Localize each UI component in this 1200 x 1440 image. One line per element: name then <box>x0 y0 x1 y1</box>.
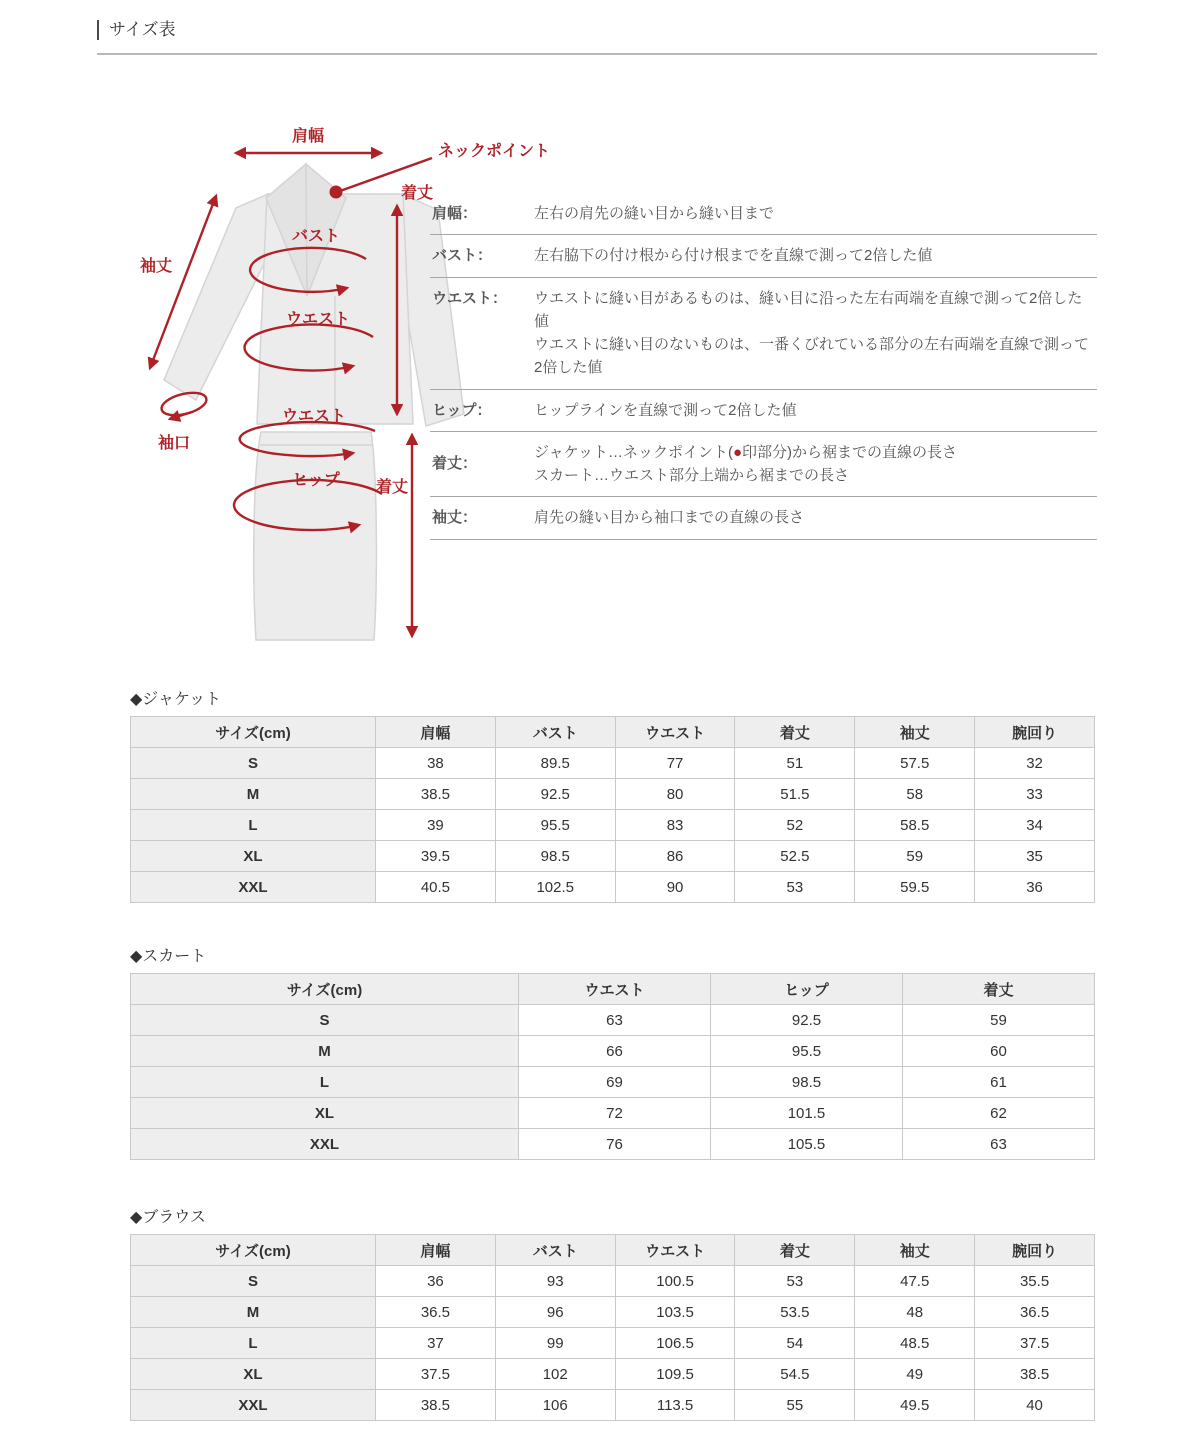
table-cell: 106.5 <box>615 1328 735 1359</box>
table-cell: 37 <box>376 1328 496 1359</box>
skirt-size-table <box>130 973 1095 1160</box>
table-cell: 54.5 <box>735 1359 855 1390</box>
table-cell: 52 <box>735 810 855 841</box>
guide-text: 左右の肩先の縫い目から縫い目まで <box>534 205 775 222</box>
table-cell: 63 <box>903 1129 1095 1160</box>
row-header: L <box>131 1328 376 1359</box>
row-header: M <box>131 779 376 810</box>
table-cell: 92.5 <box>495 779 615 810</box>
guide-label: ウエスト： <box>432 289 508 307</box>
table-cell: 106 <box>495 1390 615 1421</box>
table-cell: 38.5 <box>376 1390 496 1421</box>
table-row <box>131 841 1095 872</box>
column-header: サイズ(cm) <box>131 974 519 1005</box>
table-cell: 89.5 <box>495 748 615 779</box>
table-cell: 36.5 <box>975 1297 1095 1328</box>
measure-guide <box>430 193 1097 540</box>
guide-label: 袖丈： <box>432 509 478 527</box>
column-header: 着丈 <box>735 717 855 748</box>
table-cell: 52.5 <box>735 841 855 872</box>
table-cell: 35 <box>975 841 1095 872</box>
table-cell: 37.5 <box>376 1359 496 1390</box>
table-cell: 33 <box>975 779 1095 810</box>
column-header: サイズ(cm) <box>131 1235 376 1266</box>
table-cell: 90 <box>615 872 735 903</box>
table-cell: 109.5 <box>615 1359 735 1390</box>
table-cell: 38 <box>376 748 496 779</box>
table-cell: 63 <box>519 1005 711 1036</box>
table-cell: 32 <box>975 748 1095 779</box>
column-header: 袖丈 <box>855 717 975 748</box>
skirt-section-title: ◆スカート <box>130 948 207 965</box>
guide-row-bust <box>430 235 1097 277</box>
column-header: ウエスト <box>519 974 711 1005</box>
guide-line-part: ジャケット…ネックポイント( <box>534 443 733 461</box>
table-row <box>131 1297 1095 1328</box>
table-cell: 86 <box>615 841 735 872</box>
table-cell: 80 <box>615 779 735 810</box>
table-cell: 59.5 <box>855 872 975 903</box>
header-row <box>131 1235 1095 1266</box>
guide-label: 肩幅： <box>432 205 478 222</box>
skirt-waist-label: ウエスト <box>281 408 347 425</box>
table-row <box>131 810 1095 841</box>
hip-label: ヒップ <box>292 472 340 489</box>
table-row <box>131 1328 1095 1359</box>
guide-line <box>534 444 957 461</box>
jacket-size-table <box>130 716 1095 903</box>
guide-line-part: 印部分)から裾までの直線の長さ <box>742 443 958 461</box>
blouse-section-title: ◆ブラウス <box>130 1209 206 1226</box>
guide-text <box>534 441 1097 488</box>
neck-point-label: ネックポイント <box>438 143 551 160</box>
jacket-illustration <box>164 164 464 426</box>
table-row <box>131 1098 1095 1129</box>
table-cell: 96 <box>495 1297 615 1328</box>
table-cell: 48 <box>855 1297 975 1328</box>
table-row <box>131 1129 1095 1160</box>
jacket-section <box>130 686 1095 903</box>
table-row <box>131 1036 1095 1067</box>
page-title: サイズ表 <box>97 20 1097 40</box>
cuff-label: 袖口 <box>158 435 191 452</box>
column-header: 腕回り <box>975 1235 1095 1266</box>
row-header: L <box>131 1067 519 1098</box>
guide-row-shoulder <box>430 193 1097 235</box>
skirt-section <box>130 943 1095 1160</box>
guide-row-hip <box>430 390 1097 432</box>
table-cell: 69 <box>519 1067 711 1098</box>
table-cell: 36 <box>975 872 1095 903</box>
row-header: L <box>131 810 376 841</box>
table-cell: 38.5 <box>376 779 496 810</box>
table-cell: 54 <box>735 1328 855 1359</box>
table-cell: 48.5 <box>855 1328 975 1359</box>
table-cell: 53 <box>735 872 855 903</box>
neck-point-dot-inline: ● <box>732 443 743 461</box>
row-header: XL <box>131 841 376 872</box>
jacket-section-title: ◆ジャケット <box>130 691 222 708</box>
table-cell: 72 <box>519 1098 711 1129</box>
table-cell: 59 <box>903 1005 1095 1036</box>
table-row <box>131 1005 1095 1036</box>
row-header: XL <box>131 1359 376 1390</box>
column-header: バスト <box>495 717 615 748</box>
table-cell: 113.5 <box>615 1390 735 1421</box>
row-header: XXL <box>131 872 376 903</box>
guide-text: ヒップラインを直線で測って2倍した値 <box>534 401 797 419</box>
header-row <box>131 717 1095 748</box>
table-cell: 98.5 <box>495 841 615 872</box>
guide-row-waist <box>430 278 1097 390</box>
skirt-length-label: 着丈 <box>375 479 408 496</box>
blouse-size-table <box>130 1234 1095 1421</box>
column-header: 着丈 <box>735 1235 855 1266</box>
table-row <box>131 1067 1095 1098</box>
page-content <box>97 0 1097 1421</box>
row-header: XXL <box>131 1129 519 1160</box>
column-header: サイズ(cm) <box>131 717 376 748</box>
table-cell: 47.5 <box>855 1266 975 1297</box>
column-header: 肩幅 <box>376 1235 496 1266</box>
table-cell: 62 <box>903 1098 1095 1129</box>
table-row <box>131 1390 1095 1421</box>
table-cell: 39 <box>376 810 496 841</box>
table-cell: 101.5 <box>711 1098 903 1129</box>
table-cell: 60 <box>903 1036 1095 1067</box>
table-cell: 77 <box>615 748 735 779</box>
row-header: M <box>131 1297 376 1328</box>
column-header: ウエスト <box>615 717 735 748</box>
column-header: 着丈 <box>903 974 1095 1005</box>
table-cell: 59 <box>855 841 975 872</box>
table-cell: 49.5 <box>855 1390 975 1421</box>
table-cell: 92.5 <box>711 1005 903 1036</box>
guide-row-length <box>430 432 1097 498</box>
header-row <box>131 974 1095 1005</box>
table-cell: 93 <box>495 1266 615 1297</box>
table-cell: 102 <box>495 1359 615 1390</box>
table-row <box>131 1359 1095 1390</box>
table-cell: 58.5 <box>855 810 975 841</box>
row-header: S <box>131 1005 519 1036</box>
table-cell: 36.5 <box>376 1297 496 1328</box>
column-header: ウエスト <box>615 1235 735 1266</box>
table-cell: 51.5 <box>735 779 855 810</box>
guide-row-sleeve <box>430 497 1097 539</box>
table-cell: 39.5 <box>376 841 496 872</box>
table-cell: 61 <box>903 1067 1095 1098</box>
table-cell: 35.5 <box>975 1266 1095 1297</box>
row-header: XL <box>131 1098 519 1129</box>
guide-line: ウエストに縫い目があるものは、縫い目に沿った左右両端を直線で測って2倍した値 <box>534 289 1083 330</box>
table-row <box>131 872 1095 903</box>
bust-label: バスト <box>291 228 341 245</box>
guide-text: 左右脇下の付け根から付け根までを直線で測って2倍した値 <box>534 247 933 265</box>
column-header: 袖丈 <box>855 1235 975 1266</box>
jacket-length-label: 着丈 <box>401 185 434 202</box>
table-cell: 99 <box>495 1328 615 1359</box>
table-cell: 37.5 <box>975 1328 1095 1359</box>
table-cell: 76 <box>519 1129 711 1160</box>
title-divider <box>97 53 1097 55</box>
table-cell: 58 <box>855 779 975 810</box>
table-row <box>131 1266 1095 1297</box>
column-header: バスト <box>495 1235 615 1266</box>
guide-line: スカート…ウエスト部分上端から裾までの長さ <box>534 467 850 484</box>
table-cell: 38.5 <box>975 1359 1095 1390</box>
table-cell: 105.5 <box>711 1129 903 1160</box>
table-cell: 40 <box>975 1390 1095 1421</box>
row-header: S <box>131 748 376 779</box>
table-cell: 95.5 <box>711 1036 903 1067</box>
guide-text <box>534 287 1097 380</box>
table-cell: 53 <box>735 1266 855 1297</box>
row-header: M <box>131 1036 519 1067</box>
table-cell: 98.5 <box>711 1067 903 1098</box>
sleeve-length-label: 袖丈 <box>140 258 173 275</box>
guide-text: 肩先の縫い目から袖口までの直線の長さ <box>534 509 805 527</box>
skirt-illustration <box>254 432 377 640</box>
table-cell: 95.5 <box>495 810 615 841</box>
row-header: S <box>131 1266 376 1297</box>
table-cell: 100.5 <box>615 1266 735 1297</box>
guide-line: ウエストに縫い目のないものは、一番くびれている部分の左右両端を直線で測って2倍した値 <box>534 336 1090 377</box>
table-row <box>131 779 1095 810</box>
measurement-section <box>120 108 1097 666</box>
row-header: XXL <box>131 1390 376 1421</box>
table-cell: 40.5 <box>376 872 496 903</box>
table-cell: 36 <box>376 1266 496 1297</box>
column-header: 肩幅 <box>376 717 496 748</box>
table-row <box>131 748 1095 779</box>
table-cell: 34 <box>975 810 1095 841</box>
table-cell: 57.5 <box>855 748 975 779</box>
guide-label: 着丈： <box>432 455 478 473</box>
guide-label: バスト： <box>432 247 493 265</box>
column-header: ヒップ <box>711 974 903 1005</box>
blouse-section <box>130 1204 1095 1421</box>
shoulder-width-label: 肩幅 <box>291 128 325 145</box>
neck-point-dot-icon <box>330 186 343 199</box>
guide-label: ヒップ： <box>432 401 492 419</box>
table-cell: 51 <box>735 748 855 779</box>
table-cell: 103.5 <box>615 1297 735 1328</box>
table-cell: 83 <box>615 810 735 841</box>
table-cell: 102.5 <box>495 872 615 903</box>
table-cell: 49 <box>855 1359 975 1390</box>
table-cell: 53.5 <box>735 1297 855 1328</box>
column-header: 腕回り <box>975 717 1095 748</box>
jacket-waist-label: ウエスト <box>285 311 351 328</box>
table-cell: 66 <box>519 1036 711 1067</box>
table-cell: 55 <box>735 1390 855 1421</box>
